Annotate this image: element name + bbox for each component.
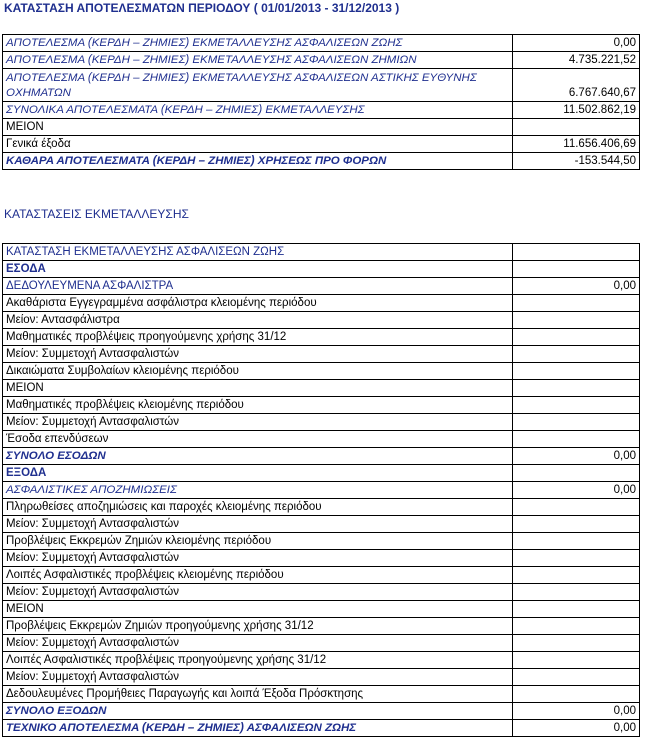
table-row — [3, 686, 640, 703]
row-label[interactable]: Μαθηματικές προβλέψεις προηγούμενης χρήσης 31/12 — [3, 329, 513, 346]
row-label[interactable]: Λοιπές Ασφαλιστικές προβλέψεις κλειομένης περιόδου — [3, 567, 513, 584]
results-summary-table — [2, 34, 640, 170]
row-value[interactable] — [513, 119, 640, 136]
table-row — [3, 278, 640, 295]
row-label[interactable]: Δικαιώματα Συμβολαίων κλειομένης περιόδου — [3, 363, 513, 380]
table-row — [3, 652, 640, 669]
row-label[interactable]: Μείον: Συμμετοχή Αντασφαλιστών — [3, 346, 513, 363]
table-row — [3, 618, 640, 635]
table-row — [3, 669, 640, 686]
row-label[interactable]: ΜΕΙΟΝ — [3, 119, 513, 136]
row-value[interactable] — [513, 635, 640, 652]
table-row — [3, 35, 640, 52]
row-label[interactable]: Προβλέψεις Εκκρεμών Ζημιών προηγούμενης χρήσης 31/12 — [3, 618, 513, 635]
table-row — [3, 153, 640, 170]
row-value[interactable] — [513, 669, 640, 686]
table-row — [3, 635, 640, 652]
row-value[interactable] — [513, 567, 640, 584]
table-row — [3, 380, 640, 397]
table-row — [3, 119, 640, 136]
row-label[interactable]: Έσοδα επενδύσεων — [3, 431, 513, 448]
table-row — [3, 533, 640, 550]
table-row — [3, 295, 640, 312]
table-row — [3, 516, 640, 533]
table-row — [3, 136, 640, 153]
row-value[interactable] — [513, 261, 640, 278]
row-label[interactable]: ΣΥΝΟΛΟ ΕΣΟΔΩΝ — [3, 448, 513, 465]
row-label[interactable]: ΕΣΟΔΑ — [3, 261, 513, 278]
row-label[interactable]: ΑΠΟΤΕΛΕΣΜΑ (ΚΕΡΔΗ – ΖΗΜΙΕΣ) ΕΚΜΕΤΑΛΛΕΥΣΗΣ ΑΣΦΑΛΙΣΕΩΝ ΑΣΤΙΚΗΣ ΕΥΘΥΝΗΣ ΟΧΗΜΑΤΩΝ — [3, 69, 513, 102]
row-value[interactable] — [513, 465, 640, 482]
table-row — [3, 601, 640, 618]
row-label[interactable]: Λοιπές Ασφαλιστικές προβλέψεις προηγούμενης χρήσης 31/12 — [3, 652, 513, 669]
table-row — [3, 329, 640, 346]
row-label[interactable]: ΣΥΝΟΛΙΚΑ ΑΠΟΤΕΛΕΣΜΑΤΑ (ΚΕΡΔΗ – ΖΗΜΙΕΣ) ΕΚΜΕΤΑΛΛΕΥΣΗΣ — [3, 102, 513, 119]
table-row — [3, 261, 640, 278]
row-value[interactable] — [513, 397, 640, 414]
table-row — [3, 244, 640, 261]
row-value[interactable] — [513, 312, 640, 329]
table-row — [3, 363, 640, 380]
row-label[interactable]: Μείον: Συμμετοχή Αντασφαλιστών — [3, 584, 513, 601]
row-label[interactable]: Μείον: Συμμετοχή Αντασφαλιστών — [3, 669, 513, 686]
row-value[interactable] — [513, 686, 640, 703]
row-value[interactable]: 0,00 — [513, 278, 640, 295]
table-row — [3, 52, 640, 69]
row-value[interactable] — [513, 618, 640, 635]
row-value[interactable]: 6.767.640,67 — [513, 69, 640, 102]
row-label[interactable]: ΑΠΟΤΕΛΕΣΜΑ (ΚΕΡΔΗ – ΖΗΜΙΕΣ) ΕΚΜΕΤΑΛΛΕΥΣΗΣ ΑΣΦΑΛΙΣΕΩΝ ΖΩΗΣ — [3, 35, 513, 52]
row-value[interactable] — [513, 295, 640, 312]
row-value[interactable]: 0,00 — [513, 720, 640, 737]
row-label[interactable]: ΑΠΟΤΕΛΕΣΜΑ (ΚΕΡΔΗ – ΖΗΜΙΕΣ) ΕΚΜΕΤΑΛΛΕΥΣΗΣ ΑΣΦΑΛΙΣΕΩΝ ΖΗΜΙΩΝ — [3, 52, 513, 69]
table-row — [3, 448, 640, 465]
table-row — [3, 102, 640, 119]
row-value[interactable] — [513, 244, 640, 261]
row-label[interactable]: Μείον: Συμμετοχή Αντασφαλιστών — [3, 550, 513, 567]
row-value[interactable]: 0,00 — [513, 482, 640, 499]
row-label[interactable]: Ακαθάριστα Εγγεγραμμένα ασφάλιστρα κλειομένης περιόδου — [3, 295, 513, 312]
row-value[interactable]: 4.735.221,52 — [513, 52, 640, 69]
row-value[interactable] — [513, 652, 640, 669]
row-label[interactable]: ΑΣΦΑΛΙΣΤΙΚΕΣ ΑΠΟΖΗΜΙΩΣΕΙΣ — [3, 482, 513, 499]
table-row — [3, 584, 640, 601]
row-label[interactable]: Μείον: Συμμετοχή Αντασφαλιστών — [3, 516, 513, 533]
row-value[interactable] — [513, 363, 640, 380]
table-row — [3, 720, 640, 737]
row-label[interactable]: Μείον: Συμμετοχή Αντασφαλιστών — [3, 635, 513, 652]
row-label[interactable]: Δεδουλευμένες Προμήθειες Παραγωγής και λοιπά Έξοδα Πρόσκτησης — [3, 686, 513, 703]
row-value[interactable] — [513, 414, 640, 431]
table-row — [3, 482, 640, 499]
section-title: ΚΑΤΑΣΤΑΣΕΙΣ ΕΚΜΕΤΑΛΛΕΥΣΗΣ — [4, 207, 189, 221]
table-row — [3, 431, 640, 448]
row-value[interactable]: 11.502.862,19 — [513, 102, 640, 119]
row-label[interactable]: Προβλέψεις Εκκρεμών Ζημιών κλειομένης περιόδου — [3, 533, 513, 550]
row-value[interactable]: 0,00 — [513, 448, 640, 465]
row-label[interactable]: Μείον: Αντασφάλιστρα — [3, 312, 513, 329]
table-row — [3, 69, 640, 102]
table-row — [3, 414, 640, 431]
row-value[interactable]: 0,00 — [513, 35, 640, 52]
row-value[interactable] — [513, 329, 640, 346]
row-value[interactable] — [513, 550, 640, 567]
row-label[interactable]: ΜΕΙΟΝ — [3, 380, 513, 397]
row-value[interactable] — [513, 380, 640, 397]
row-value[interactable] — [513, 431, 640, 448]
row-label[interactable]: Πληρωθείσες αποζημιώσεις και παροχές κλειομένης περιόδου — [3, 499, 513, 516]
row-value[interactable] — [513, 346, 640, 363]
row-value[interactable]: 11.656.406,69 — [513, 136, 640, 153]
table-row — [3, 550, 640, 567]
row-label[interactable]: Μαθηματικές προβλέψεις κλειομένης περιόδου — [3, 397, 513, 414]
life-insurance-table — [2, 243, 640, 737]
row-label[interactable]: ΚΑΘΑΡΑ ΑΠΟΤΕΛΕΣΜΑΤΑ (ΚΕΡΔΗ – ΖΗΜΙΕΣ) ΧΡΗΣΕΩΣ ΠΡΟ ΦΟΡΩΝ — [3, 153, 513, 170]
table-row — [3, 703, 640, 720]
row-label[interactable]: Γενικά έξοδα — [3, 136, 513, 153]
row-label[interactable]: ΜΕΙΟΝ — [3, 601, 513, 618]
row-label[interactable]: ΚΑΤΑΣΤΑΣΗ ΕΚΜΕΤΑΛΛΕΥΣΗΣ ΑΣΦΑΛΙΣΕΩΝ ΖΩΗΣ — [3, 244, 513, 261]
table-row — [3, 397, 640, 414]
row-value[interactable]: 0,00 — [513, 703, 640, 720]
row-label[interactable]: ΔΕΔΟΥΛΕΥΜΕΝΑ ΑΣΦΑΛΙΣΤΡΑ — [3, 278, 513, 295]
statement-title: ΚΑΤΑΣΤΑΣΗ ΑΠΟΤΕΛΕΣΜΑΤΩΝ ΠΕΡΙΟΔΟΥ ( 01/01/2013 - 31/12/2013 ) — [4, 1, 400, 15]
row-label[interactable]: ΣΥΝΟΛΟ ΕΞΟΔΩΝ — [3, 703, 513, 720]
table-row — [3, 465, 640, 482]
row-value[interactable] — [513, 516, 640, 533]
table-row — [3, 312, 640, 329]
row-label[interactable]: ΤΕΧΝΙΚΟ ΑΠΟΤΕΛΕΣΜΑ (ΚΕΡΔΗ – ΖΗΜΙΕΣ) ΑΣΦΑΛΙΣΕΩΝ ΖΩΗΣ — [3, 720, 513, 737]
table-row — [3, 567, 640, 584]
row-label[interactable]: ΕΞΟΔΑ — [3, 465, 513, 482]
table-row — [3, 346, 640, 363]
row-value[interactable] — [513, 533, 640, 550]
row-value[interactable] — [513, 499, 640, 516]
row-value[interactable] — [513, 601, 640, 618]
row-value[interactable]: -153.544,50 — [513, 153, 640, 170]
table-row — [3, 499, 640, 516]
row-label[interactable]: Μείον: Συμμετοχή Αντασφαλιστών — [3, 414, 513, 431]
row-value[interactable] — [513, 584, 640, 601]
